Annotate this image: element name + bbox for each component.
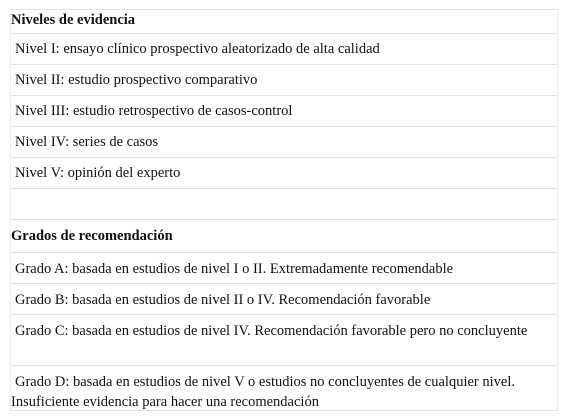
- evidence-level-2: Nivel II: estudio prospectivo comparativo: [15, 72, 258, 88]
- evidence-level-3: Nivel III: estudio retrospectivo de casos-control: [15, 103, 293, 119]
- evidence-level-1: Nivel I: ensayo clínico prospectivo aleatorizado de alta calidad: [15, 41, 380, 57]
- evidence-levels-heading-row: [10, 10, 558, 34]
- table-row: [10, 315, 558, 366]
- recommendation-grades-heading: Grados de recomendación: [11, 228, 173, 244]
- empty-row: [10, 189, 558, 220]
- table-row: [10, 34, 558, 65]
- recommendation-grade-b: Grado B: basada en estudios de nivel II o IV. Recomendación favorable: [15, 292, 431, 308]
- recommendation-grade-a: Grado A: basada en estudios de nivel I o II. Extremadamente recomendable: [15, 261, 454, 277]
- table-row: [10, 158, 558, 189]
- table-row: [10, 65, 558, 96]
- recommendation-grade-d: Grado D: basada en estudios de nivel V o estudios no concluyentes de cualquier nivel. Insuficiente evidencia para hacer una recomendación: [11, 374, 515, 410]
- table-row: [10, 253, 558, 284]
- table-row: [10, 284, 558, 315]
- table-row: [10, 96, 558, 127]
- recommendation-grade-c: Grado C: basada en estudios de nivel IV. Recomendación favorable pero no concluyente: [15, 323, 528, 339]
- evidence-levels-heading: Niveles de evidencia: [11, 12, 136, 28]
- evidence-level-5: Nivel V: opinión del experto: [15, 165, 181, 181]
- evidence-level-4: Nivel IV: series de casos: [15, 134, 159, 150]
- evidence-table: [10, 9, 558, 411]
- table-row: [10, 127, 558, 158]
- recommendation-grades-heading-row: [10, 220, 558, 253]
- table-row: [10, 366, 558, 411]
